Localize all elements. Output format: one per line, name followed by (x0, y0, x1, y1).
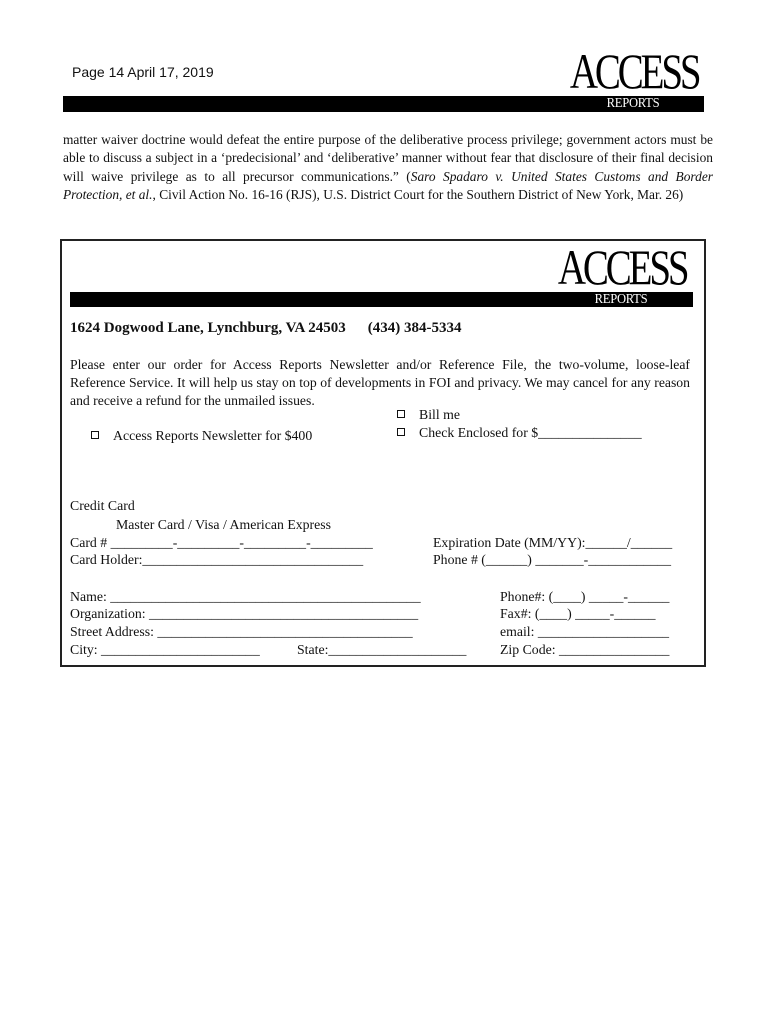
email-field[interactable]: email: ___________________ (500, 624, 669, 639)
fax-field[interactable]: Fax#: (____) _____-______ (500, 606, 656, 621)
check-enclosed-label: Check Enclosed for $_______________ (419, 425, 642, 440)
intro-paragraph (63, 131, 713, 204)
intro-text-part1: matter waiver doctrine would defeat the entire purpose of the deliberative process privilege; government actors must be able to discuss a subject in a ‘predecisional’ and ‘deliberative’ manner without fear that disclosure of their final decision will waive privilege as to all precursor communications.” ( (63, 132, 713, 184)
newsletter-checkbox[interactable] (91, 431, 99, 439)
card-phone-field[interactable]: Phone # (______) _______-____________ (433, 552, 671, 567)
credit-card-label: Credit Card (70, 498, 135, 513)
order-logo-reports-text: REPORTS (594, 292, 648, 307)
organization-field[interactable]: Organization: _______________________________________ (70, 606, 419, 621)
logo-access-text: ACCESS (569, 43, 699, 99)
order-form-logo (540, 239, 702, 310)
mailing-address: 1624 Dogwood Lane, Lynchburg, VA 24503 (70, 320, 346, 336)
bill-me-option[interactable] (397, 407, 460, 423)
newsletter-option[interactable] (91, 428, 312, 444)
order-instructions: Please enter our order for Access Reports Newsletter and/or Reference File, the two-volume, loose-leaf Reference Service. It will help us stay on top of developments in FOI and privacy. We may cancel for any reason and receive a refund for the unmailed issues. (70, 357, 690, 408)
page-info: Page 14 April 17, 2019 (72, 64, 214, 80)
phone-field[interactable]: Phone#: (____) _____-______ (500, 589, 670, 604)
logo-reports-text: REPORTS (606, 96, 660, 111)
name-field[interactable]: Name: _____________________________________________ (70, 589, 421, 604)
bill-me-label: Bill me (419, 407, 461, 422)
zip-code-field[interactable]: Zip Code: ________________ (500, 642, 670, 657)
street-address-field[interactable]: Street Address: _____________________________________ (70, 624, 413, 639)
card-holder-field[interactable]: Card Holder:________________________________ (70, 552, 364, 567)
bill-me-checkbox[interactable] (397, 410, 405, 418)
case-citation: Saro Spadaro v. United States Customs and Border Protection, et al. (63, 168, 713, 202)
check-enclosed-option[interactable] (397, 425, 642, 441)
state-field[interactable]: State:____________________ (297, 642, 467, 657)
access-reports-logo (552, 43, 714, 114)
intro-text-part2: , Civil Action No. 16-16 (RJS), U.S. District Court for the Southern District of New York, Mar. 26) (152, 186, 684, 202)
city-field[interactable]: City: _______________________ (70, 642, 260, 657)
contact-phone: (434) 384-5334 (367, 320, 462, 336)
order-logo-access-text: ACCESS (557, 239, 687, 295)
mailing-address-line (70, 320, 462, 337)
check-enclosed-checkbox[interactable] (397, 428, 405, 436)
newsletter-label: Access Reports Newsletter for $400 (113, 428, 313, 443)
card-types: Master Card / Visa / American Express (116, 517, 332, 532)
card-number-field[interactable]: Card # _________-_________-_________-_________ (70, 535, 373, 550)
expiration-date-field[interactable]: Expiration Date (MM/YY):______/______ (433, 535, 673, 550)
